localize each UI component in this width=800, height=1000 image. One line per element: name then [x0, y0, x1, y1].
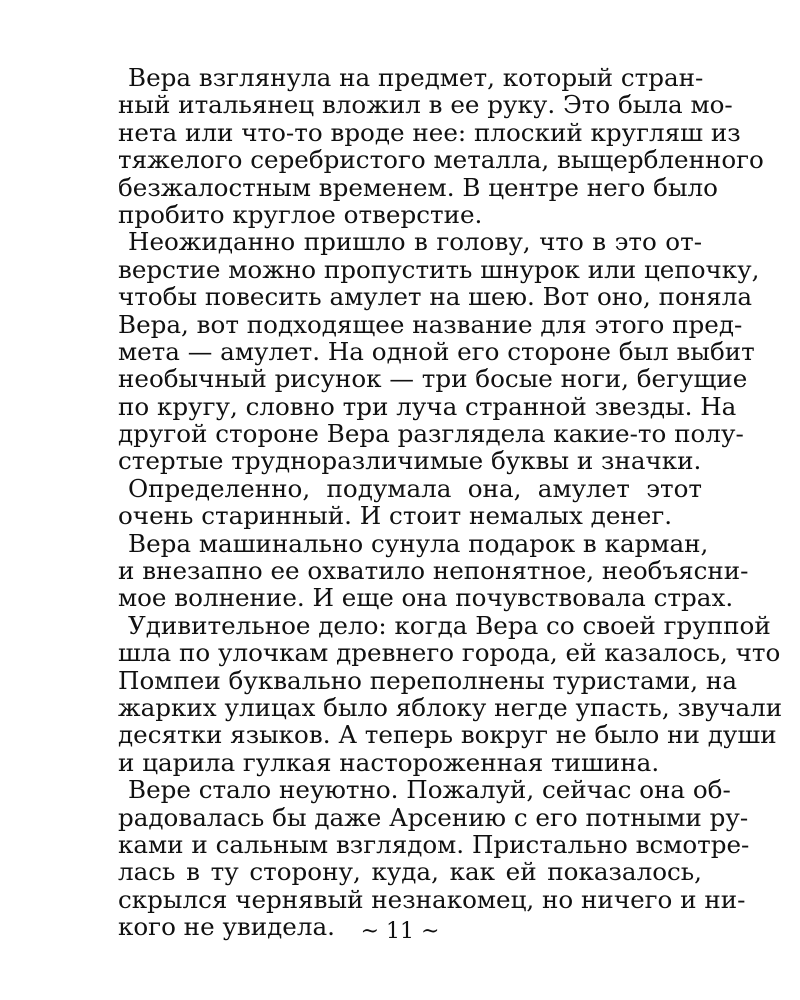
text-line: Неожиданно пришло в голову, что в это от- — [128, 227, 702, 257]
text-line: и внезапно ее охватило непонятное, необъясни- — [118, 556, 749, 586]
text-line: безжалостным временем. В центре него было — [118, 172, 718, 202]
text-line: Вере стало неуютно. Пожалуй, сейчас она об- — [128, 775, 731, 805]
text-line: пробито круглое отверстие. — [118, 199, 483, 229]
paragraph — [118, 610, 783, 777]
text-line: Вера машинально сунула подарок в карман, — [128, 528, 709, 558]
text-line: кого не увидела. — [118, 912, 335, 942]
text-line: стертые трудноразличимые буквы и значки. — [118, 446, 702, 476]
text-line: Удивительное дело: когда Вера со своей группой — [128, 610, 771, 640]
page-body — [118, 63, 783, 942]
paragraph — [118, 775, 750, 942]
text-line: Вера взглянула на предмет, который стран- — [128, 63, 704, 92]
text-line: мое волнение. И еще она почувствовала страх. — [118, 583, 734, 613]
paragraph — [118, 227, 760, 476]
text-line: десятки языков. А теперь вокруг не было ни души — [118, 720, 777, 750]
text-line: ный итальянец вложил в ее руку. Это была мо- — [118, 90, 733, 120]
text-line: Вера, вот подходящее название для этого пред- — [118, 309, 743, 339]
text-line: мета — амулет. На одной его стороне был выбит — [118, 336, 755, 366]
text-line: чтобы повесить амулет на шею. Вот оно, поняла — [118, 282, 752, 312]
text-line: верстие можно пропустить шнурок или цепочку, — [118, 254, 760, 284]
paragraph — [118, 528, 749, 613]
paragraph — [118, 63, 764, 229]
text-line: Определенно, подумала она, амулет этот — [128, 473, 702, 503]
text-line: лась в ту сторону, куда, как ей показалось, — [118, 857, 702, 887]
paragraph — [118, 475, 702, 530]
page-number: ~ 11 ~ — [360, 919, 440, 944]
text-line: другой стороне Вера разглядела какие-то полу- — [118, 419, 744, 449]
text-line: необычный рисунок — три босые ноги, бегущие — [118, 364, 748, 394]
text-line: скрылся чернявый незнакомец, но ничего и ни- — [118, 884, 746, 914]
text-line: тяжелого серебристого металла, выщербленного — [118, 145, 764, 175]
text-line: нета или что-то вроде нее: плоский кругляш из — [118, 117, 741, 147]
text-line: по кругу, словно три луча странной звезды. На — [118, 391, 737, 421]
text-line: ками и сальным взглядом. Пристально всмотре- — [118, 829, 750, 859]
text-line: жарких улицах было яблоку негде упасть, звучали — [118, 692, 783, 722]
text-line: очень старинный. И стоит немалых денег. — [118, 501, 673, 531]
text-line: Помпеи буквально переполнены туристами, на — [118, 665, 737, 695]
text-line: радовалась бы даже Арсению с его потными ру- — [118, 802, 749, 832]
text-line: и царила гулкая настороженная тишина. — [118, 747, 660, 777]
text-line: шла по улочкам древнего города, ей казалось, что — [118, 638, 781, 668]
